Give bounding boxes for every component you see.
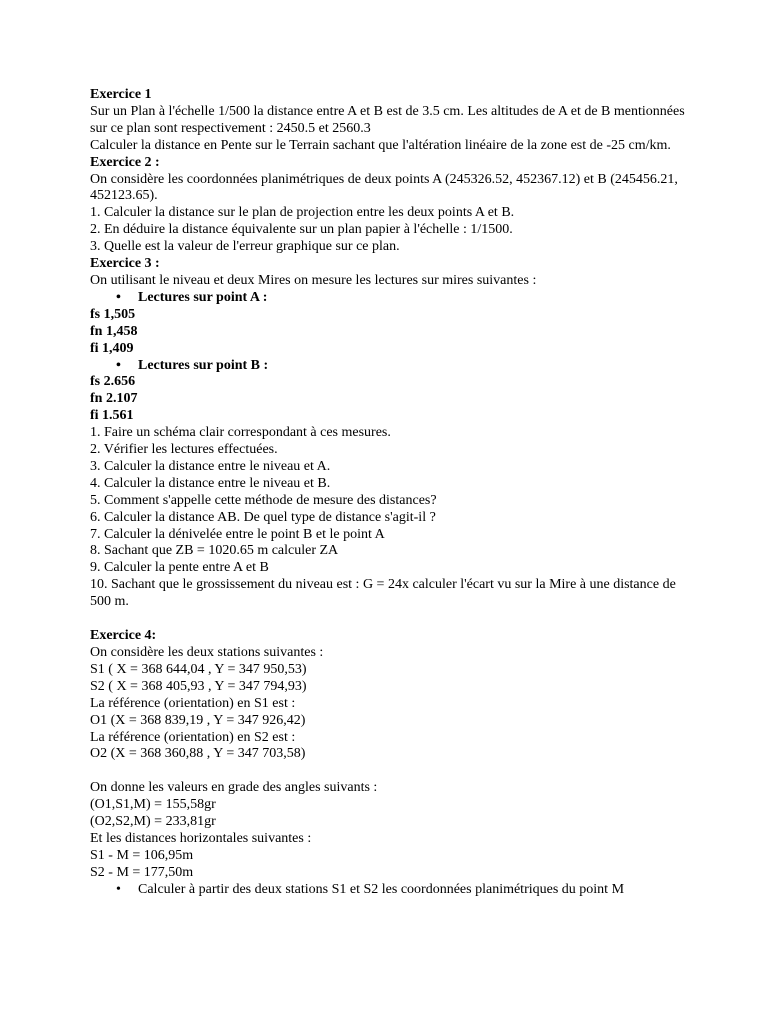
exercise-3-question-3: 3. Calculer la distance entre le niveau et A.: [90, 458, 331, 474]
bullet-icon: •: [116, 289, 121, 305]
station-s2: S2 ( X = 368 405,93 , Y = 347 794,93): [90, 678, 307, 694]
exercise-2-question-2: 2. En déduire la distance équivalente sur un plan papier à l'échelle : 1/1500.: [90, 222, 513, 238]
station-s1: S1 ( X = 368 644,04 , Y = 347 950,53): [90, 661, 307, 677]
exercise-3-question-4: 4. Calculer la distance entre le niveau et B.: [90, 475, 331, 491]
point-b-heading: [90, 358, 690, 375]
spacer: [90, 763, 690, 780]
exercise-2-title: Exercice 2 :: [90, 154, 160, 170]
exercise-3: [90, 256, 690, 611]
point-a-reading-fs: fs 1,505: [90, 306, 136, 322]
distances-intro: Et les distances horizontales suivantes :: [90, 831, 312, 847]
exercise-3-question-10: 10. Sachant que le grossissement du niveau est : G = 24x calculer l'écart vu sur la Mire à une distance de 500 m.: [90, 577, 676, 610]
point-a-reading-fn: fn 1,458: [90, 323, 138, 339]
reference-o2: O2 (X = 368 360,88 , Y = 347 703,58): [90, 746, 306, 762]
exercise-4-task-label: Calculer à partir des deux stations S1 et S2 les coordonnées planimétriques du point M: [138, 881, 625, 897]
exercise-1: [90, 87, 690, 155]
point-a-heading-label: Lectures sur point A :: [138, 289, 268, 305]
exercise-3-question-7: 7. Calculer la dénivelée entre le point B et le point A: [90, 526, 385, 542]
point-b-reading-fn: fn 2.107: [90, 391, 138, 407]
distance-s2-m: S2 - M = 177,50m: [90, 864, 194, 880]
point-b-reading-fs: fs 2.656: [90, 374, 136, 390]
exercise-sheet: [90, 87, 690, 899]
angles-intro: On donne les valeurs en grade des angles suivants :: [90, 780, 378, 796]
reference-s2-label: La référence (orientation) en S2 est :: [90, 729, 296, 745]
exercise-3-question-5: 5. Comment s'appelle cette méthode de mesure des distances?: [90, 492, 437, 508]
angle-o2-s2-m: (O2,S2,M) = 233,81gr: [90, 814, 216, 830]
exercise-3-question-8: 8. Sachant que ZB = 1020.65 m calculer ZA: [90, 543, 339, 559]
point-a-heading: [90, 290, 690, 307]
exercise-3-question-9: 9. Calculer la pente entre A et B: [90, 560, 269, 576]
spacer: [90, 611, 690, 628]
exercise-4-task: [90, 882, 690, 899]
exercise-4-stations-intro: On considère les deux stations suivantes :: [90, 645, 324, 660]
exercise-1-question: Calculer la distance en Pente sur le Terrain sachant que l'altération linéaire de la zone est de -25 cm/km.: [90, 137, 671, 153]
exercise-3-title: Exercice 3 :: [90, 256, 160, 272]
exercise-2-question-3: 3. Quelle est la valeur de l'erreur graphique sur ce plan.: [90, 239, 400, 255]
distance-s1-m: S1 - M = 106,95m: [90, 847, 194, 863]
exercise-3-intro: On utilisant le niveau et deux Mires on mesure les lectures sur mires suivantes :: [90, 272, 537, 288]
bullet-icon: •: [116, 357, 121, 373]
exercise-1-title: Exercice 1: [90, 87, 152, 102]
point-b-reading-fi: fi 1.561: [90, 408, 134, 424]
point-a-reading-fi: fi 1,409: [90, 340, 134, 356]
exercise-4-title: Exercice 4:: [90, 628, 157, 644]
exercise-1-statement: Sur un Plan à l'échelle 1/500 la distance entre A et B est de 3.5 cm. Les altitudes de A et de B mentionnées sur ce plan sont respectivement : 2450.5 et 2560.3: [90, 103, 685, 136]
exercise-4: [90, 628, 690, 899]
exercise-2: [90, 155, 690, 256]
exercise-3-question-2: 2. Vérifier les lectures effectuées.: [90, 442, 278, 458]
exercise-2-question-1: 1. Calculer la distance sur le plan de projection entre les deux points A et B.: [90, 205, 515, 221]
angle-o1-s1-m: (O1,S1,M) = 155,58gr: [90, 797, 216, 813]
reference-o1: O1 (X = 368 839,19 , Y = 347 926,42): [90, 712, 306, 728]
reference-s1-label: La référence (orientation) en S1 est :: [90, 695, 296, 711]
point-b-heading-label: Lectures sur point B :: [138, 357, 269, 373]
exercise-3-question-1: 1. Faire un schéma clair correspondant à ces mesures.: [90, 425, 391, 441]
bullet-icon: •: [116, 881, 121, 897]
exercise-3-question-6: 6. Calculer la distance AB. De quel type de distance s'agit-il ?: [90, 509, 436, 525]
exercise-2-statement: On considère les coordonnées planimétriques de deux points A (245326.52, 452367.12) et B (245456.21, 452123.65).: [90, 171, 678, 204]
